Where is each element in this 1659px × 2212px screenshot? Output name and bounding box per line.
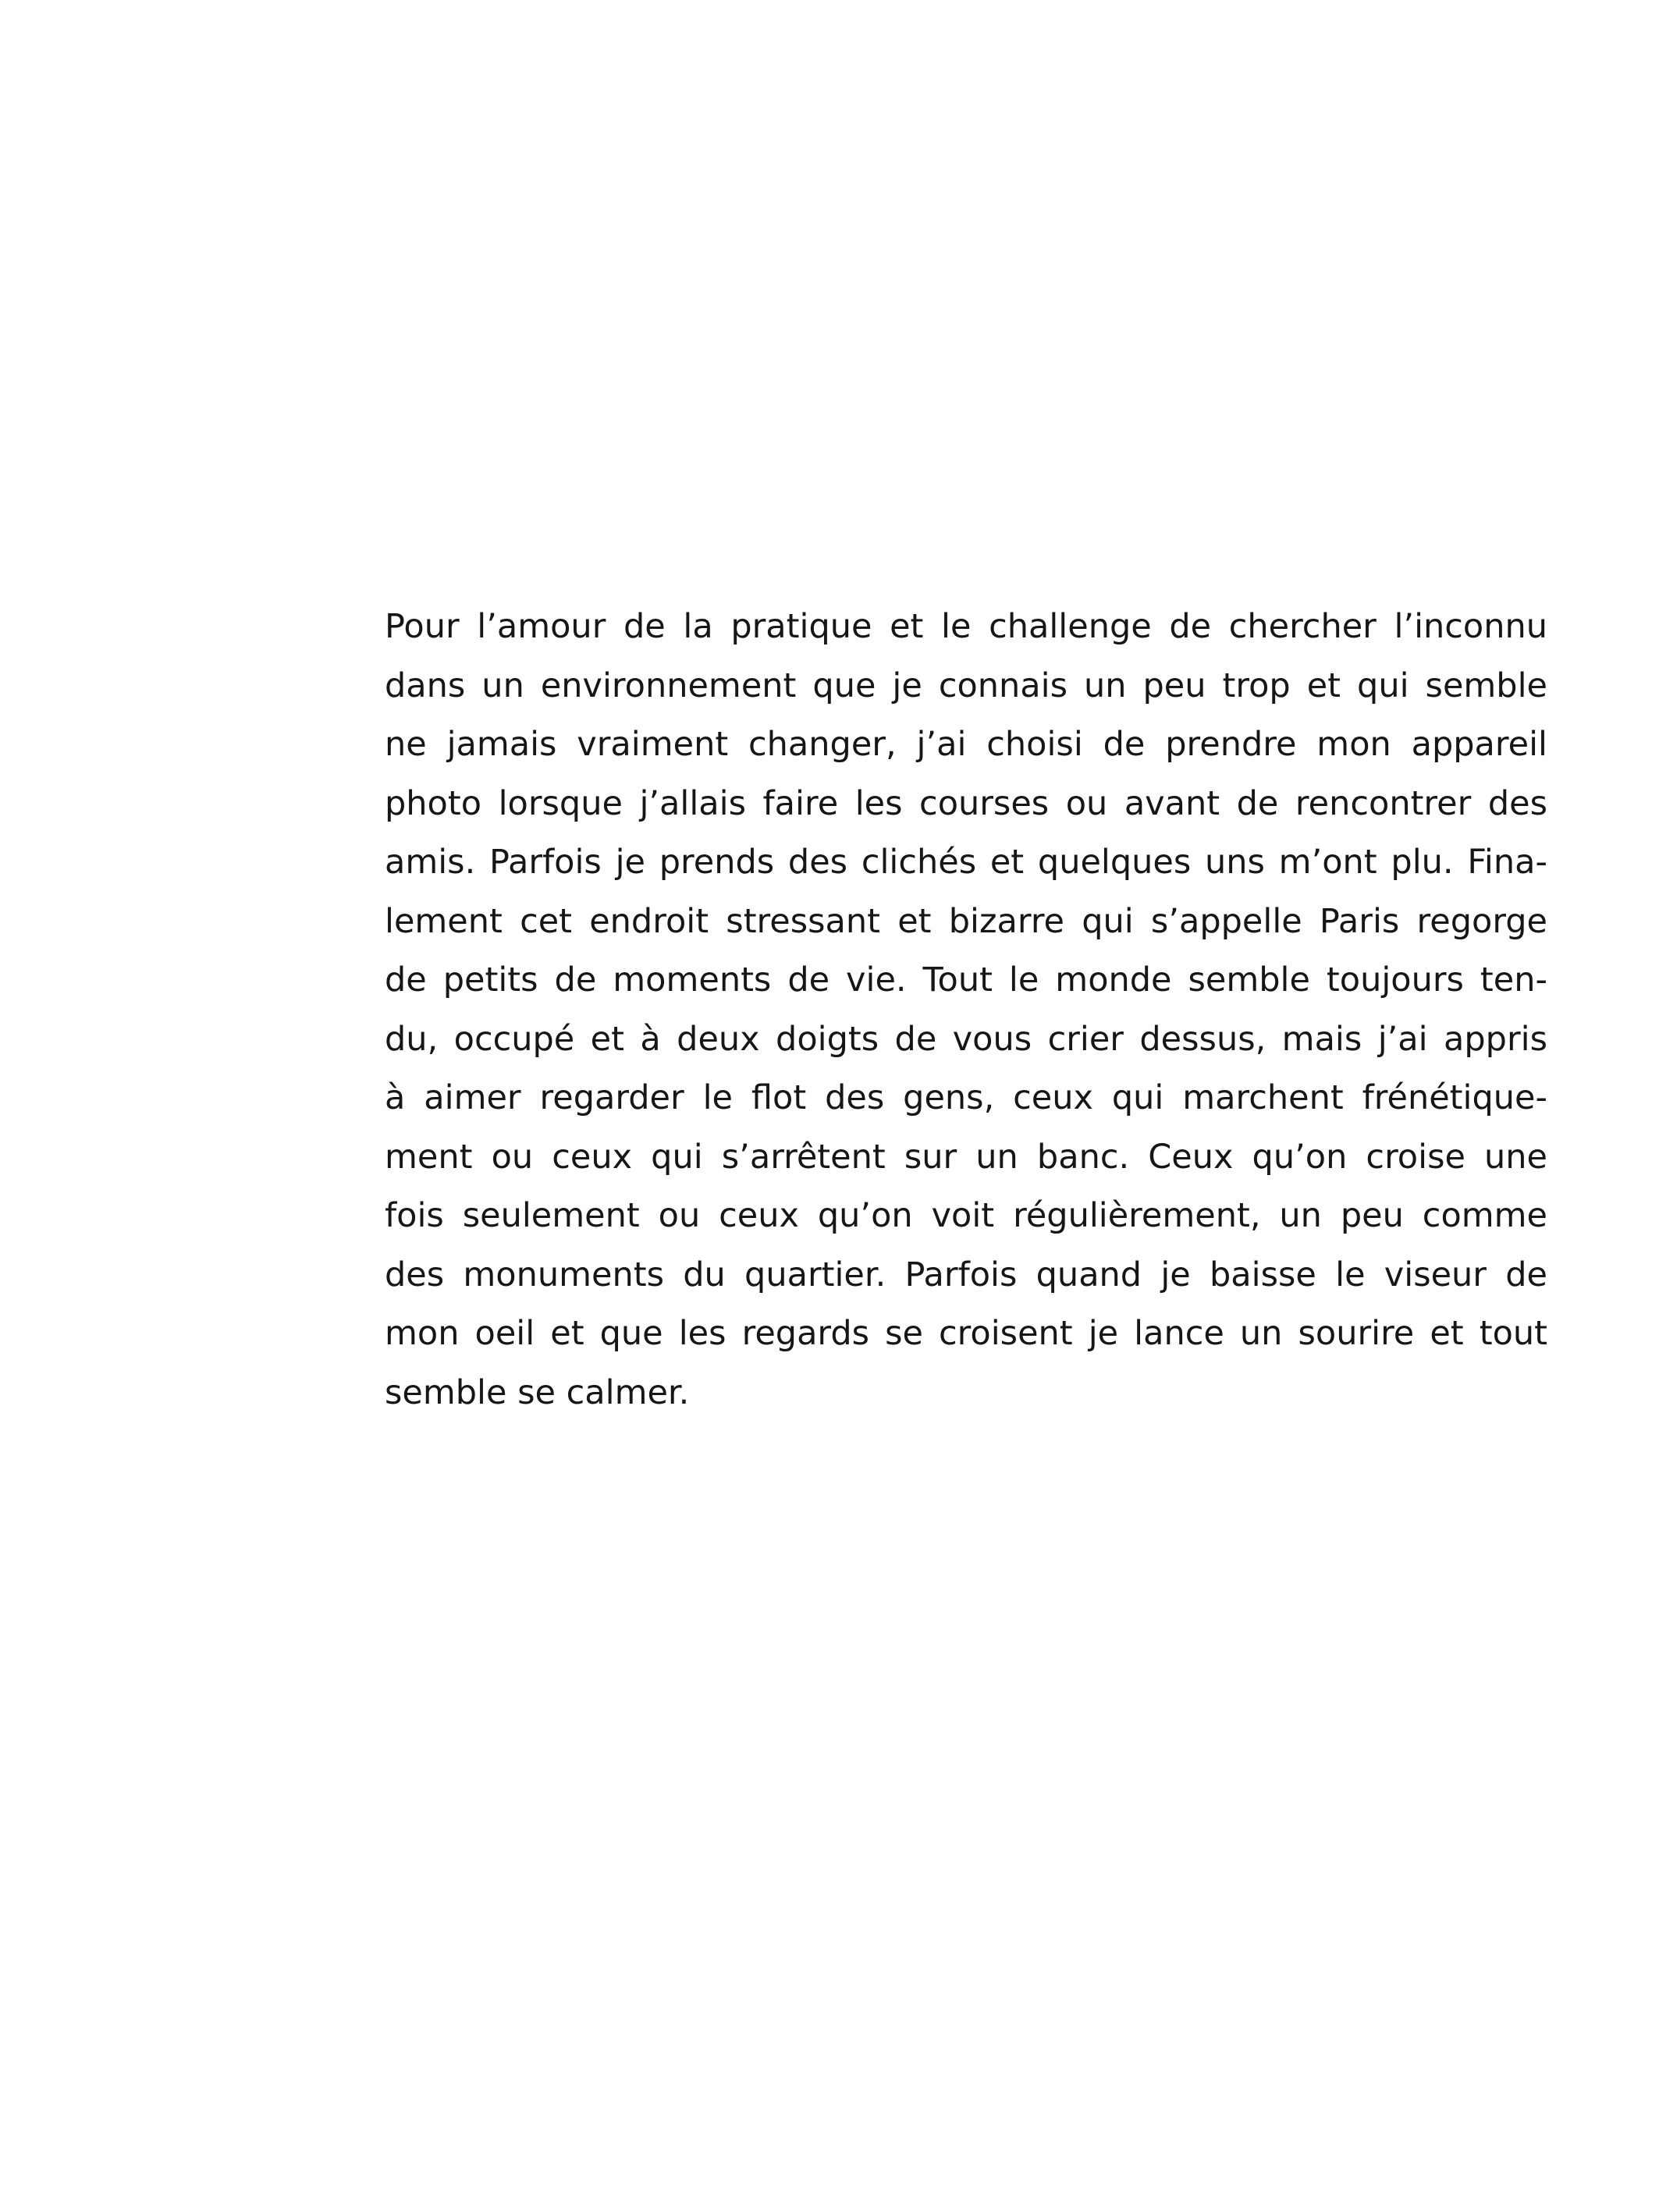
- paragraph-line: ne jamais vraiment changer, j’ai choisi de prendre mon appareil: [385, 725, 1547, 764]
- paragraph-line: mon oeil et que les regards se croisent je lance un sourire et tout: [385, 1314, 1547, 1353]
- paragraph-line: Pour l’amour de la pratique et le challenge de chercher l’inconnu: [385, 607, 1547, 646]
- paragraph-line: de petits de moments de vie. Tout le monde semble toujours ten-: [385, 960, 1547, 999]
- paragraph-line-last: semble se calmer.: [385, 1372, 690, 1412]
- paragraph-line: fois seulement ou ceux qu’on voit régulièrement, un peu comme: [385, 1196, 1547, 1235]
- paragraph-line: du, occupé et à deux doigts de vous crier dessus, mais j’ai appris: [385, 1019, 1547, 1059]
- paragraph-line: ment ou ceux qui s’arrêtent sur un banc. Ceux qu’on croise une: [385, 1137, 1547, 1177]
- paragraph-line: photo lorsque j’allais faire les courses ou avant de rencontrer des: [385, 783, 1547, 823]
- paragraph-line: amis. Parfois je prends des clichés et quelques uns m’ont plu. Fina-: [385, 843, 1547, 882]
- paragraph-line: des monuments du quartier. Parfois quand je baisse le viseur de: [385, 1255, 1547, 1294]
- paragraph-line: lement cet endroit stressant et bizarre qui s’appelle Paris regorge: [385, 901, 1547, 941]
- paragraph-line: dans un environnement que je connais un peu trop et qui semble: [385, 666, 1547, 705]
- body-paragraph: [385, 598, 1547, 1422]
- paragraph-line: à aimer regarder le flot des gens, ceux qui marchent frénétique-: [385, 1078, 1547, 1117]
